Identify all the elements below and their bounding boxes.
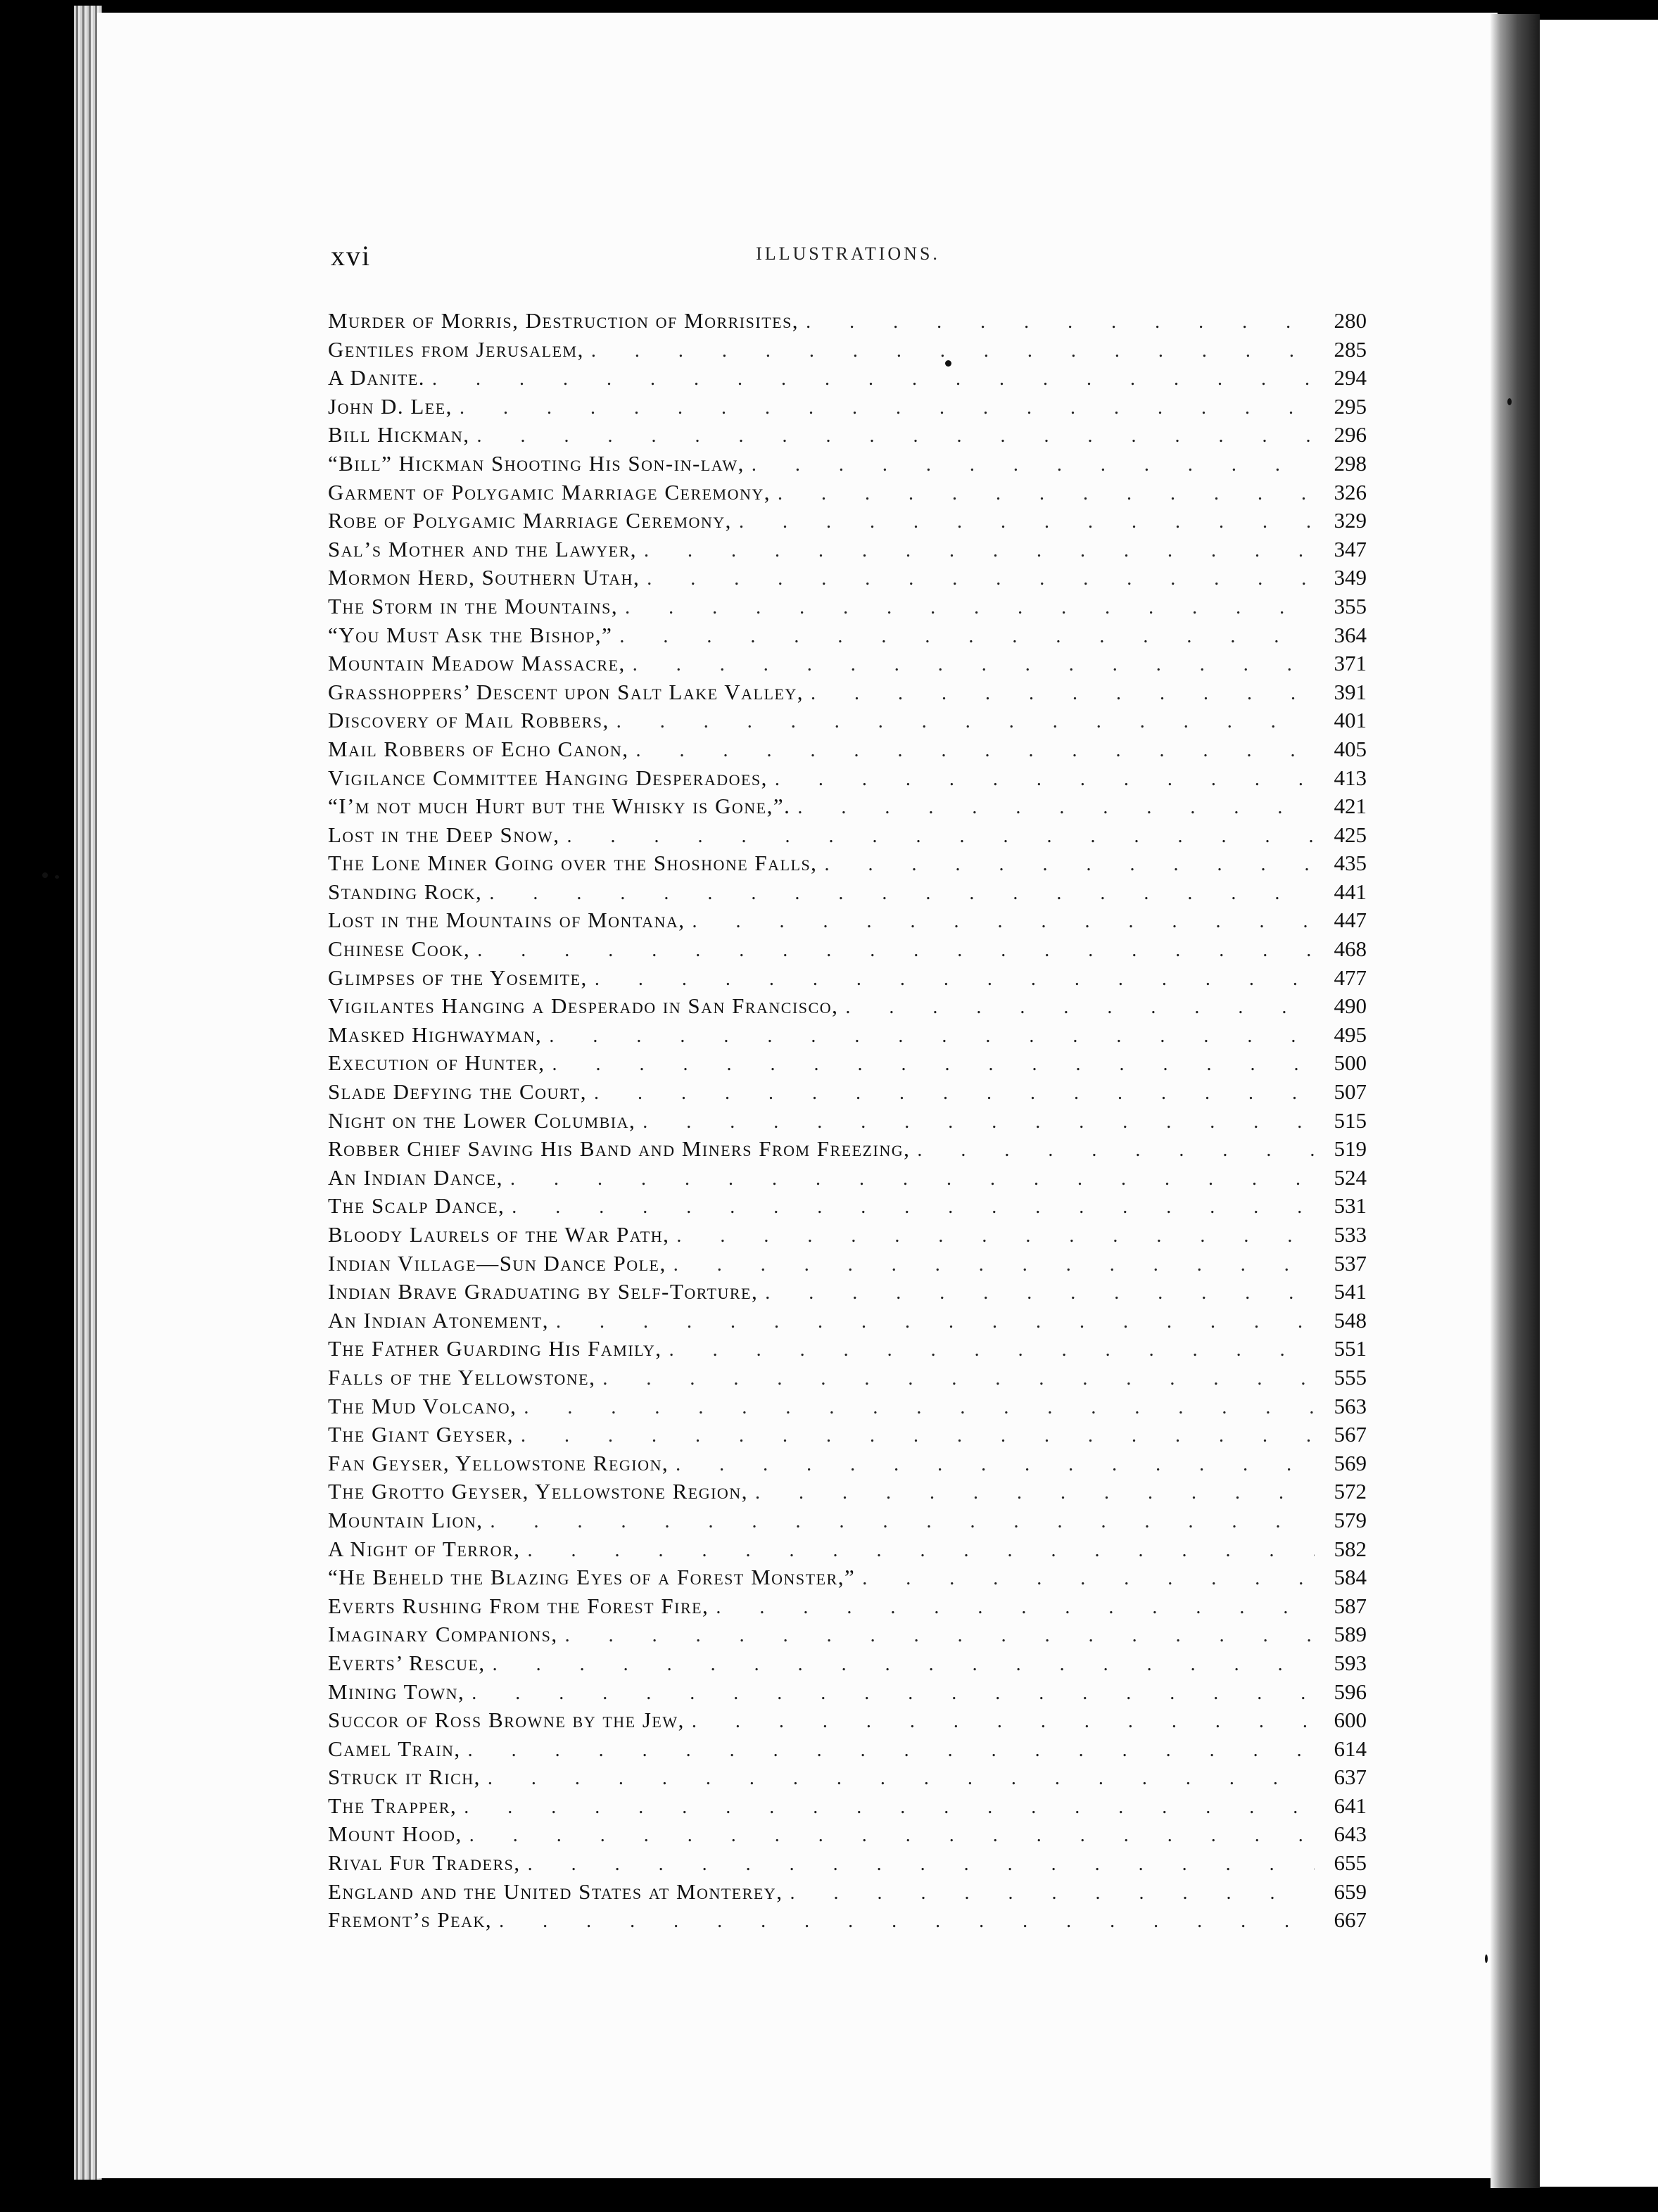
entry-page-number: 537 — [1334, 1250, 1367, 1276]
dot-leader — [765, 1279, 1315, 1307]
list-item — [328, 364, 1367, 393]
entry-page-number: 477 — [1334, 965, 1367, 990]
entry-title: Succor of Ross Browne by the Jew, — [328, 1708, 685, 1733]
entry-page-number: 435 — [1334, 851, 1367, 876]
dot-leader — [824, 851, 1315, 878]
entry-title: “Bill” Hickman Shooting His Son-in-law, — [328, 450, 745, 476]
dot-leader — [647, 565, 1315, 592]
entry-title: Mountain Meadow Massacre, — [328, 651, 626, 676]
list-item — [328, 307, 1367, 336]
dot-leader — [493, 1651, 1315, 1678]
dot-leader — [625, 594, 1315, 621]
list-item — [328, 507, 1367, 535]
entry-title: Camel Train, — [328, 1736, 461, 1761]
entry-title: Robe of Polygamic Marriage Ceremony, — [328, 508, 732, 533]
entry-page-number: 441 — [1334, 879, 1367, 904]
list-item — [328, 849, 1367, 878]
dot-leader — [556, 1308, 1315, 1335]
entry-page-number: 364 — [1334, 622, 1367, 647]
list-item — [328, 1820, 1367, 1849]
entry-page-number: 285 — [1334, 336, 1367, 362]
entry-title: The Grotto Geyser, Yellowstone Region, — [328, 1479, 748, 1504]
dot-leader — [468, 1736, 1315, 1764]
list-item — [328, 1392, 1367, 1421]
entry-title: Mail Robbers of Echo Canon, — [328, 736, 629, 761]
list-item — [328, 421, 1367, 450]
entry-title: An Indian Atonement, — [328, 1307, 549, 1333]
list-item — [328, 621, 1367, 650]
entry-page-number: 447 — [1334, 908, 1367, 933]
dot-leader — [778, 480, 1315, 507]
dot-leader — [469, 1822, 1315, 1849]
entry-page-number: 584 — [1334, 1565, 1367, 1590]
list-item — [328, 1678, 1367, 1707]
entry-title: Mount Hood, — [328, 1822, 462, 1847]
list-item — [328, 735, 1367, 764]
entry-page-number: 593 — [1334, 1650, 1367, 1675]
entry-title: Falls of the Yellowstone, — [328, 1364, 596, 1390]
list-item — [328, 678, 1367, 707]
entry-title: Vigilance Committee Hanging Desperadoes, — [328, 765, 768, 790]
entry-page-number: 600 — [1334, 1708, 1367, 1733]
entry-title: Bill Hickman, — [328, 422, 470, 447]
entry-page-number: 641 — [1334, 1793, 1367, 1818]
entry-title: Glimpses of the Yosemite, — [328, 965, 588, 990]
list-item — [328, 1763, 1367, 1792]
dot-leader — [499, 1907, 1315, 1935]
entry-page-number: 391 — [1334, 679, 1367, 704]
entry-page-number: 655 — [1334, 1850, 1367, 1876]
ink-speck — [1485, 1954, 1488, 1963]
dot-leader — [477, 936, 1315, 964]
list-item — [328, 1278, 1367, 1307]
list-item — [328, 1706, 1367, 1735]
entry-page-number: 551 — [1334, 1336, 1367, 1361]
entry-page-number: 637 — [1334, 1765, 1367, 1790]
list-item — [328, 935, 1367, 964]
dot-leader — [797, 794, 1315, 821]
list-item — [328, 906, 1367, 935]
entry-page-number: 667 — [1334, 1907, 1367, 1933]
dot-leader — [806, 308, 1315, 336]
dot-leader — [527, 1537, 1315, 1564]
entry-page-number: 495 — [1334, 1022, 1367, 1047]
entry-title: “I’m not much Hurt but the Whisky is Gone,”. — [328, 794, 791, 819]
entry-page-number: 507 — [1334, 1079, 1367, 1105]
dot-leader — [488, 1765, 1315, 1792]
dot-leader — [676, 1222, 1315, 1250]
dot-leader — [591, 337, 1315, 364]
entry-title: The Giant Geyser, — [328, 1422, 514, 1447]
dot-leader — [549, 1022, 1315, 1050]
dot-leader — [633, 651, 1315, 678]
entry-title: Grasshoppers’ Descent upon Salt Lake Valley, — [328, 679, 804, 704]
entry-title: Indian Brave Graduating by Self-Torture, — [328, 1279, 759, 1304]
entry-title: Gentiles from Jerusalem, — [328, 336, 584, 362]
entry-title: A Danite. — [328, 365, 426, 390]
entry-title: Discovery of Mail Robbers, — [328, 708, 609, 733]
entry-page-number: 371 — [1334, 651, 1367, 676]
entry-page-number: 468 — [1334, 936, 1367, 962]
dot-leader — [477, 422, 1315, 450]
entry-page-number: 425 — [1334, 822, 1367, 847]
entry-page-number: 563 — [1334, 1393, 1367, 1418]
entry-title: Night on the Lower Columbia, — [328, 1107, 636, 1133]
entry-title: Garment of Polygamic Marriage Ceremony, — [328, 479, 771, 504]
entry-title: The Mud Volcano, — [328, 1393, 517, 1418]
entry-title: An Indian Dance, — [328, 1164, 503, 1190]
ink-speck — [945, 360, 951, 367]
entry-title: Bloody Laurels of the War Path, — [328, 1222, 670, 1247]
entry-page-number: 329 — [1334, 508, 1367, 533]
dot-leader — [616, 708, 1315, 735]
list-item — [328, 1906, 1367, 1935]
list-item — [328, 478, 1367, 507]
entry-page-number: 347 — [1334, 536, 1367, 561]
entry-page-number: 589 — [1334, 1622, 1367, 1647]
entry-title: England and the United States at Monterey, — [328, 1879, 783, 1904]
ink-speck — [42, 872, 48, 878]
entry-page-number: 298 — [1334, 450, 1367, 476]
dot-leader — [510, 1165, 1315, 1193]
entry-page-number: 567 — [1334, 1422, 1367, 1447]
page-header — [331, 239, 1365, 274]
entry-page-number: 555 — [1334, 1364, 1367, 1390]
list-item — [328, 1506, 1367, 1535]
entry-page-number: 659 — [1334, 1879, 1367, 1904]
dot-leader — [602, 1365, 1315, 1392]
dot-leader — [644, 537, 1315, 564]
list-item — [328, 564, 1367, 592]
list-item — [328, 1477, 1367, 1506]
entry-title: Lost in the Mountains of Montana, — [328, 908, 685, 933]
entry-page-number: 405 — [1334, 736, 1367, 761]
list-item — [328, 649, 1367, 678]
entry-title: Everts’ Rescue, — [328, 1650, 486, 1675]
dot-leader — [676, 1451, 1315, 1478]
list-item — [328, 792, 1367, 821]
entry-page-number: 524 — [1334, 1164, 1367, 1190]
dot-leader — [565, 1622, 1315, 1649]
dot-leader — [491, 1508, 1315, 1535]
list-item — [328, 821, 1367, 850]
dot-leader — [464, 1793, 1315, 1821]
ink-speck — [1507, 398, 1512, 405]
entry-title: Rival Fur Traders, — [328, 1850, 521, 1876]
list-item — [328, 706, 1367, 735]
entry-title: Imaginary Companions, — [328, 1622, 558, 1647]
list-item — [328, 1135, 1367, 1164]
list-item — [328, 1878, 1367, 1907]
list-item — [328, 1364, 1367, 1392]
list-item — [328, 992, 1367, 1021]
list-item — [328, 1792, 1367, 1821]
entry-page-number: 355 — [1334, 593, 1367, 618]
dot-leader — [739, 508, 1315, 535]
dot-leader — [716, 1594, 1315, 1621]
entry-page-number: 569 — [1334, 1450, 1367, 1475]
entry-page-number: 579 — [1334, 1507, 1367, 1532]
entry-page-number: 596 — [1334, 1679, 1367, 1704]
entry-page-number: 519 — [1334, 1136, 1367, 1162]
dot-leader — [692, 1708, 1315, 1735]
list-item — [328, 1735, 1367, 1764]
dot-leader — [432, 365, 1315, 393]
entry-title: Sal’s Mother and the Lawyer, — [328, 536, 638, 561]
list-item — [328, 1649, 1367, 1678]
dot-leader — [790, 1879, 1315, 1907]
list-item — [328, 336, 1367, 364]
entry-page-number: 531 — [1334, 1193, 1367, 1219]
dot-leader — [669, 1336, 1315, 1364]
facing-page-edge — [1540, 20, 1658, 2187]
dot-leader — [460, 394, 1315, 421]
list-item — [328, 1563, 1367, 1592]
dot-leader — [673, 1251, 1315, 1278]
entry-page-number: 587 — [1334, 1593, 1367, 1618]
dot-leader — [862, 1565, 1315, 1592]
list-item — [328, 1049, 1367, 1078]
entry-title: The Trapper, — [328, 1793, 457, 1818]
page-number: xvi — [331, 240, 372, 272]
entry-title: John D. Lee, — [328, 393, 453, 419]
list-item — [328, 1592, 1367, 1621]
list-item — [328, 878, 1367, 907]
list-item — [328, 1420, 1367, 1449]
list-item — [328, 450, 1367, 478]
entry-page-number: 614 — [1334, 1736, 1367, 1761]
entry-page-number: 349 — [1334, 565, 1367, 590]
entry-page-number: 643 — [1334, 1822, 1367, 1847]
list-item — [328, 393, 1367, 421]
list-item — [328, 1335, 1367, 1364]
list-item — [328, 964, 1367, 993]
entry-title: Standing Rock, — [328, 879, 483, 904]
dot-leader — [917, 1136, 1315, 1164]
list-item — [328, 1021, 1367, 1050]
entry-page-number: 548 — [1334, 1307, 1367, 1333]
entry-title: Fan Geyser, Yellowstone Region, — [328, 1450, 669, 1475]
dot-leader — [595, 965, 1315, 993]
dot-leader — [594, 1079, 1315, 1107]
entry-title: Mountain Lion, — [328, 1507, 483, 1532]
list-item — [328, 1307, 1367, 1335]
dot-leader — [512, 1193, 1315, 1221]
dot-leader — [619, 623, 1315, 650]
entry-title: Mining Town, — [328, 1679, 465, 1704]
entry-title: Lost in the Deep Snow, — [328, 822, 560, 847]
dot-leader — [635, 737, 1315, 764]
entry-page-number: 533 — [1334, 1222, 1367, 1247]
illustrations-list — [328, 307, 1367, 1935]
list-item — [328, 1449, 1367, 1478]
entry-title: The Lone Miner Going over the Shoshone Falls, — [328, 851, 818, 876]
entry-page-number: 572 — [1334, 1479, 1367, 1504]
entry-title: Masked Highwayman, — [328, 1022, 543, 1047]
dot-leader — [521, 1422, 1315, 1449]
entry-title: Mormon Herd, Southern Utah, — [328, 565, 640, 590]
list-item — [328, 764, 1367, 793]
entry-page-number: 296 — [1334, 422, 1367, 447]
entry-title: Indian Village—Sun Dance Pole, — [328, 1250, 666, 1276]
entry-page-number: 326 — [1334, 479, 1367, 504]
list-item — [328, 1535, 1367, 1564]
running-title: ILLUSTRATIONS. — [756, 243, 940, 264]
list-item — [328, 1849, 1367, 1878]
entry-title: The Father Guarding His Family, — [328, 1336, 662, 1361]
entry-page-number: 413 — [1334, 765, 1367, 790]
list-item — [328, 1250, 1367, 1278]
dot-leader — [567, 822, 1315, 850]
entry-title: Execution of Hunter, — [328, 1050, 545, 1076]
list-item — [328, 1192, 1367, 1221]
entry-title: Robber Chief Saving His Band and Miners From Freezing, — [328, 1136, 911, 1162]
entry-title: Vigilantes Hanging a Desperado in San Francisco, — [328, 993, 839, 1019]
list-item — [328, 1164, 1367, 1193]
entry-title: Fremont’s Peak, — [328, 1907, 493, 1933]
dot-leader — [811, 680, 1315, 707]
entry-page-number: 280 — [1334, 308, 1367, 333]
dot-leader — [845, 993, 1315, 1021]
dot-leader — [489, 879, 1315, 907]
ink-speck — [55, 875, 59, 879]
dot-leader — [472, 1679, 1315, 1707]
dot-leader — [528, 1850, 1315, 1878]
dot-leader — [643, 1108, 1315, 1136]
entry-page-number: 500 — [1334, 1050, 1367, 1076]
list-item — [328, 1620, 1367, 1649]
dot-leader — [552, 1050, 1315, 1078]
list-item — [328, 1107, 1367, 1136]
entry-title: “You Must Ask the Bishop,” — [328, 622, 613, 647]
entry-title: Slade Defying the Court, — [328, 1079, 587, 1105]
entry-page-number: 421 — [1334, 794, 1367, 819]
list-item — [328, 1078, 1367, 1107]
entry-page-number: 582 — [1334, 1536, 1367, 1561]
entry-page-number: 294 — [1334, 365, 1367, 390]
entry-page-number: 401 — [1334, 708, 1367, 733]
entry-title: Everts Rushing From the Forest Fire, — [328, 1593, 709, 1618]
list-item — [328, 1221, 1367, 1250]
list-item — [328, 592, 1367, 621]
entry-page-number: 541 — [1334, 1279, 1367, 1304]
dot-leader — [755, 1479, 1315, 1506]
list-item — [328, 535, 1367, 564]
entry-title: Chinese Cook, — [328, 936, 471, 962]
dot-leader — [692, 908, 1315, 935]
entry-title: A Night of Terror, — [328, 1536, 521, 1561]
entry-page-number: 295 — [1334, 393, 1367, 419]
book-gutter — [1491, 14, 1540, 2188]
entry-title: Struck it Rich, — [328, 1765, 481, 1790]
entry-title: Murder of Morris, Destruction of Morrisites, — [328, 308, 799, 333]
entry-page-number: 490 — [1334, 993, 1367, 1019]
dot-leader — [775, 765, 1315, 793]
entry-title: The Storm in the Mountains, — [328, 593, 619, 618]
entry-title: “He Beheld the Blazing Eyes of a Forest Monster,” — [328, 1565, 856, 1590]
dot-leader — [752, 451, 1315, 478]
entry-title: The Scalp Dance, — [328, 1193, 505, 1219]
entry-page-number: 515 — [1334, 1107, 1367, 1133]
dot-leader — [524, 1394, 1315, 1421]
